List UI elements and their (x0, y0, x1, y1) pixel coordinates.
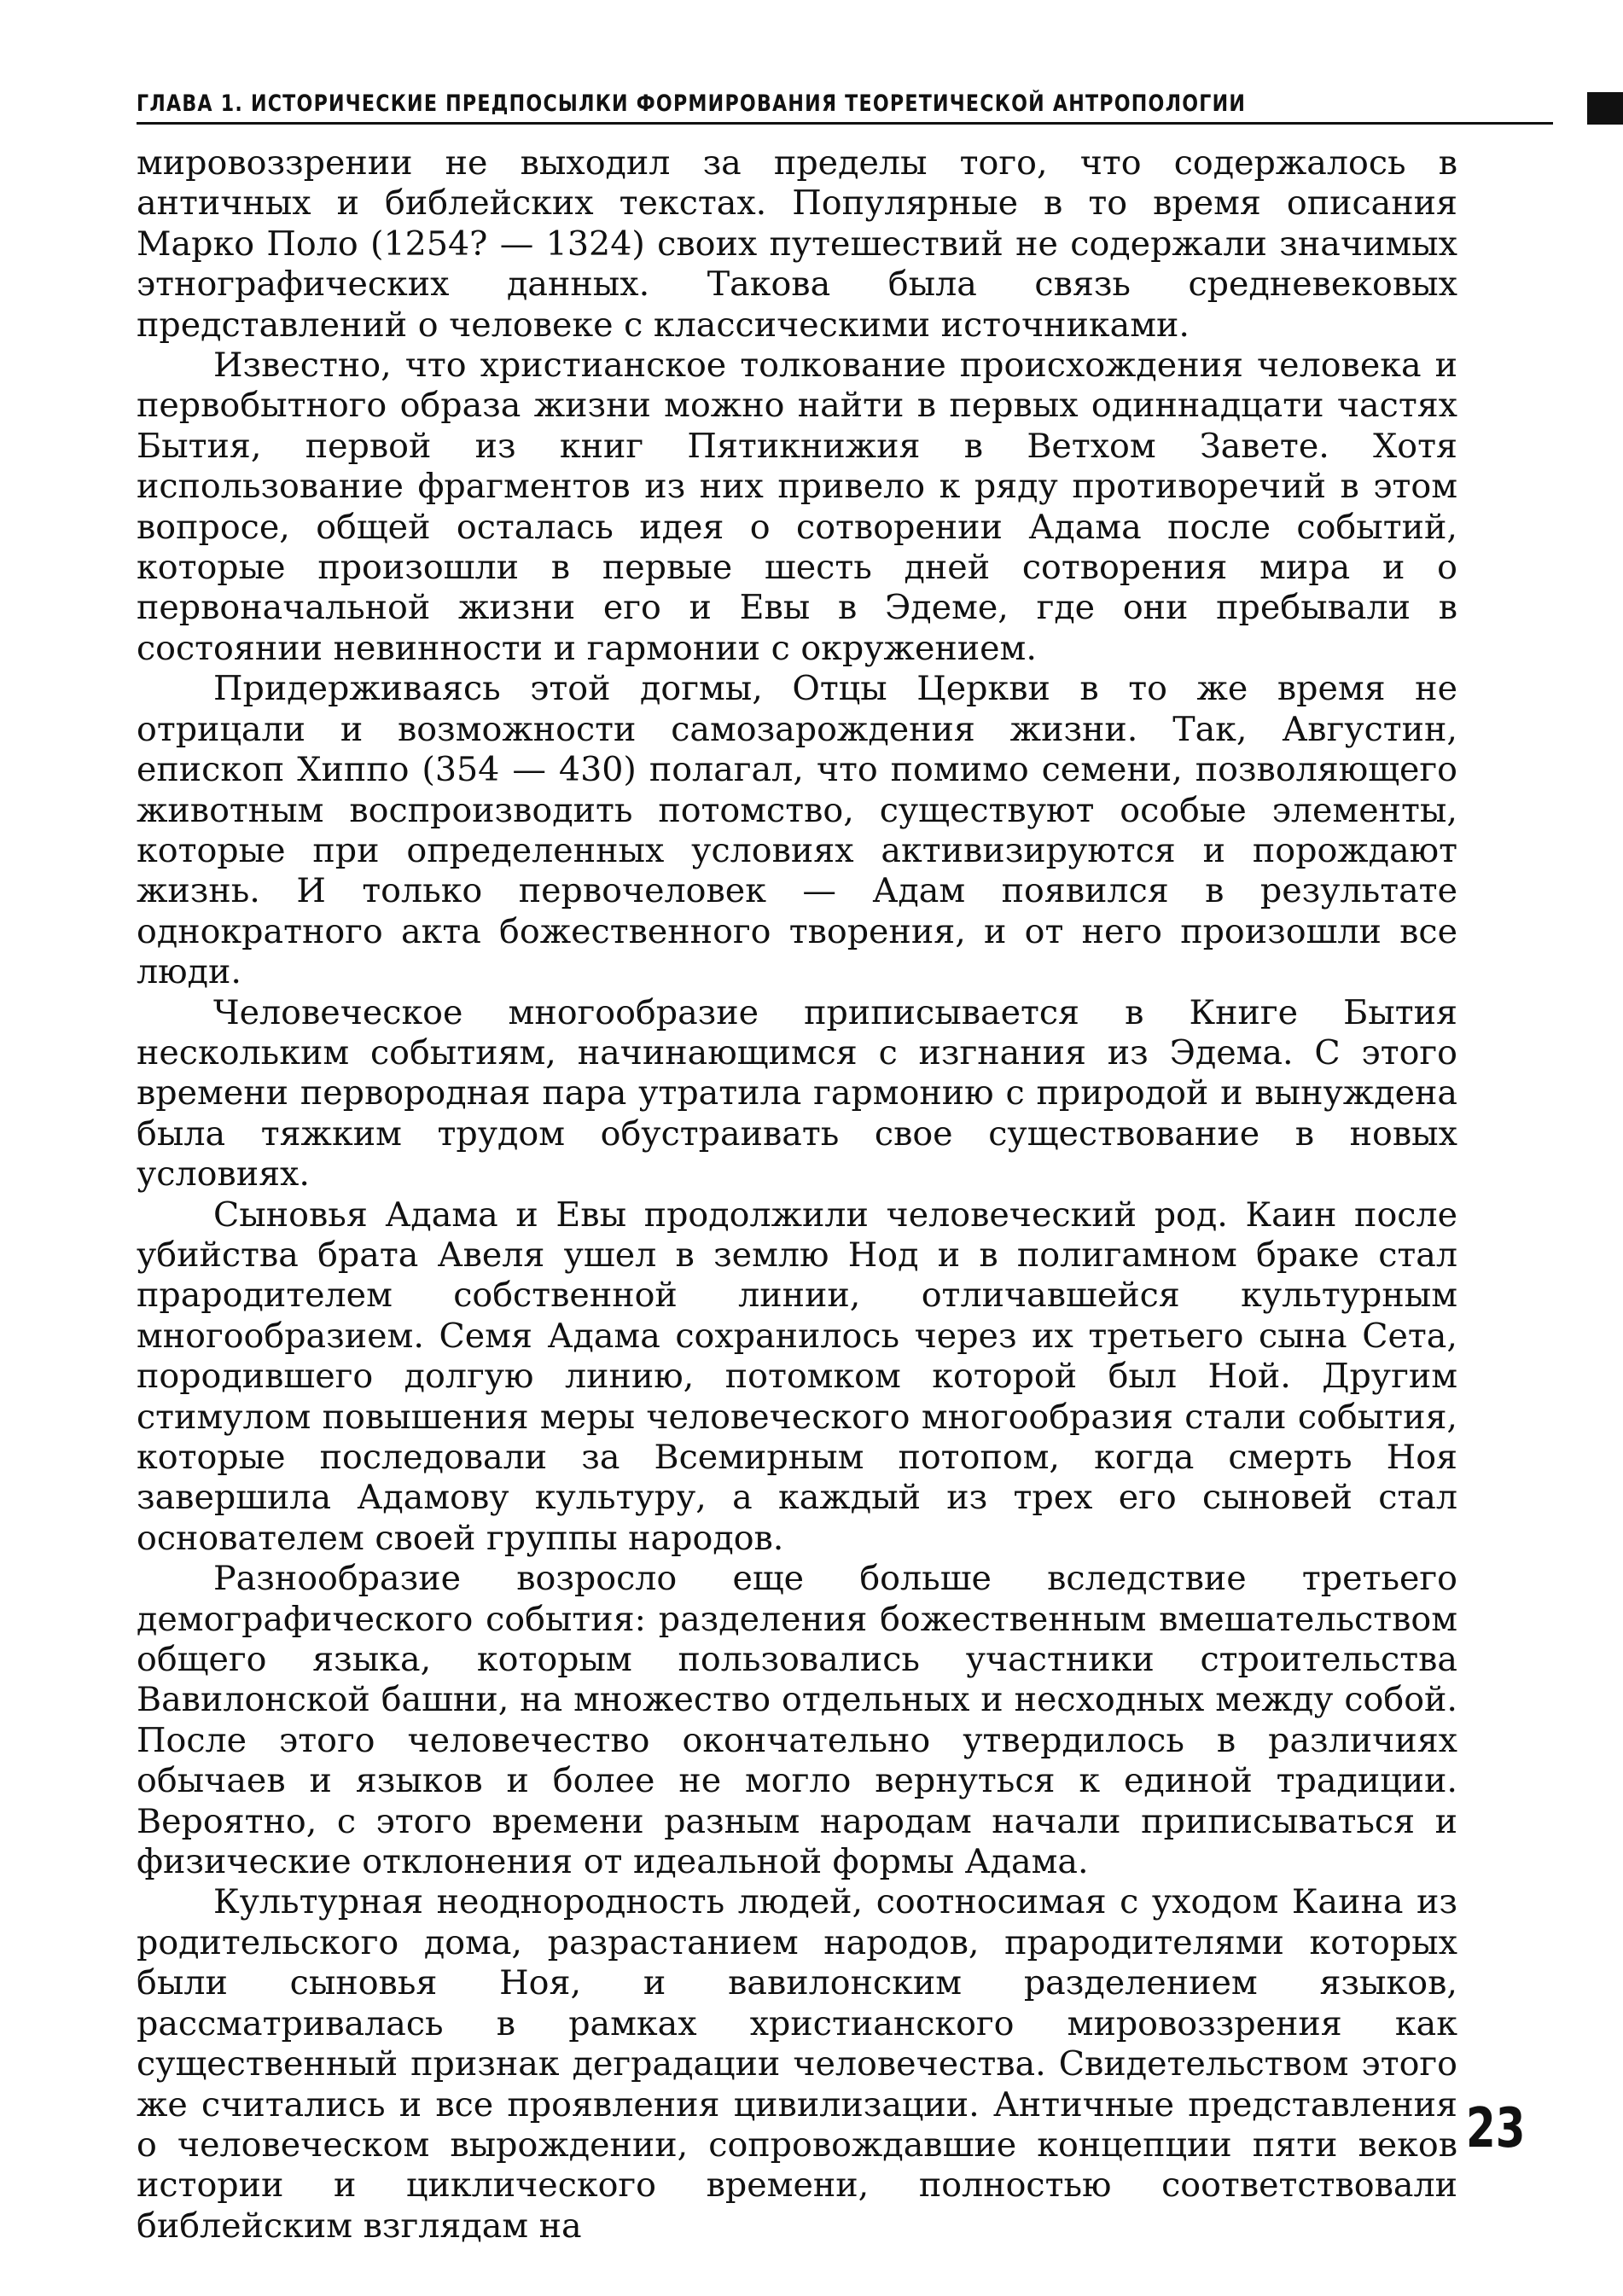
paragraph: мировоззрении не выходил за пределы того, что содержалось в античных и библейских текстах. Популярные в то время описания Марко Поло (1254? — 1324) своих путешествий не содержали значимых этнографических данных. Такова была связь средневековых представлений о человеке с классическими источниками. (137, 143, 1457, 345)
paragraph: Придерживаясь этой догмы, Отцы Церкви в то же время не отрицали и возможности самозарождения жизни. Так, Августин, епископ Хиппо (354 — 430) полагал, что помимо семени, позволяющего животным воспроизводить потомство, существуют особые элементы, которые при определенных условиях активизируются и порождают жизнь. И только первочеловек — Адам появился в результате однократного акта божественного творения, и от него произошли все люди. (137, 669, 1457, 992)
running-header (137, 89, 1540, 123)
paragraph: Человеческое многообразие приписывается в Книге Бытия нескольким событиям, начинающимся с изгнания из Эдема. С этого времени первородная пара утратила гармонию с природой и вынуждена была тяжким трудом обустраивать свое существование в новых условиях. (137, 992, 1457, 1195)
body-text (137, 143, 1457, 2247)
paragraph: Культурная неоднородность людей, соотносимая с уходом Каина из родительского дома, разрастанием народов, прародителями которых были сыновья Ноя, и вавилонским разделением языков, рассматривалась в рамках христианского мировоззрения как существенный признак деградации человечества. Свидетельством этого же считались и все проявления цивилизации. Античные представления о человеческом вырождении, сопровождавшие концепции пяти веков истории и циклического времени, полностью соответствовали библейским взглядам на (137, 1882, 1457, 2246)
paragraph: Сыновья Адама и Евы продолжили человеческий род. Каин после убийства брата Авеля ушел в землю Нод и в полигамном браке стал прародителем собственной линии, отличавшейся культурным многообразием. Семя Адама сохранилось через их третьего сына Сета, породившего долгую линию, потомком которой был Ной. Другим стимулом повышения меры человеческого многообразия стали события, которые последовали за Всемирным потопом, когда смерть Ноя завершила Адамову культуру, а каждый из трех его сыновей стал основателем своей группы народов. (137, 1195, 1457, 1558)
paragraph: Разнообразие возросло еще больше вследствие третьего демографического события: разделения божественным вмешательством общего языка, которым пользовались участники строительства Вавилонской башни, на множество отдельных и несходных между собой. После этого человечество окончательно утвердилось в различиях обычаев и языков и более не могло вернуться к единой традиции. Вероятно, с этого времени разным народам начали приписываться и физические отклонения от идеальной формы Адама. (137, 1559, 1457, 1882)
header-block (1587, 92, 1623, 125)
header-rule (137, 122, 1553, 125)
chapter-title: ГЛАВА 1. ИСТОРИЧЕСКИЕ ПРЕДПОСЫЛКИ ФОРМИРОВАНИЯ ТЕОРЕТИЧЕСКОЙ АНТРОПОЛОГИИ (137, 90, 1247, 117)
page-number: 23 (1466, 2097, 1526, 2160)
paragraph: Известно, что христианское толкование происхождения человека и первобытного образа жизни можно найти в первых одиннадцати частях Бытия, первой из книг Пятикнижия в Ветхом Завете. Хотя использование фрагментов из них привело к ряду противоречий в этом вопросе, общей осталась идея о сотворении Адама после событий, которые произошли в первые шесть дней сотворения мира и о первоначальной жизни его и Евы в Эдеме, где они пребывали в состоянии невинности и гармонии с окружением. (137, 346, 1457, 668)
